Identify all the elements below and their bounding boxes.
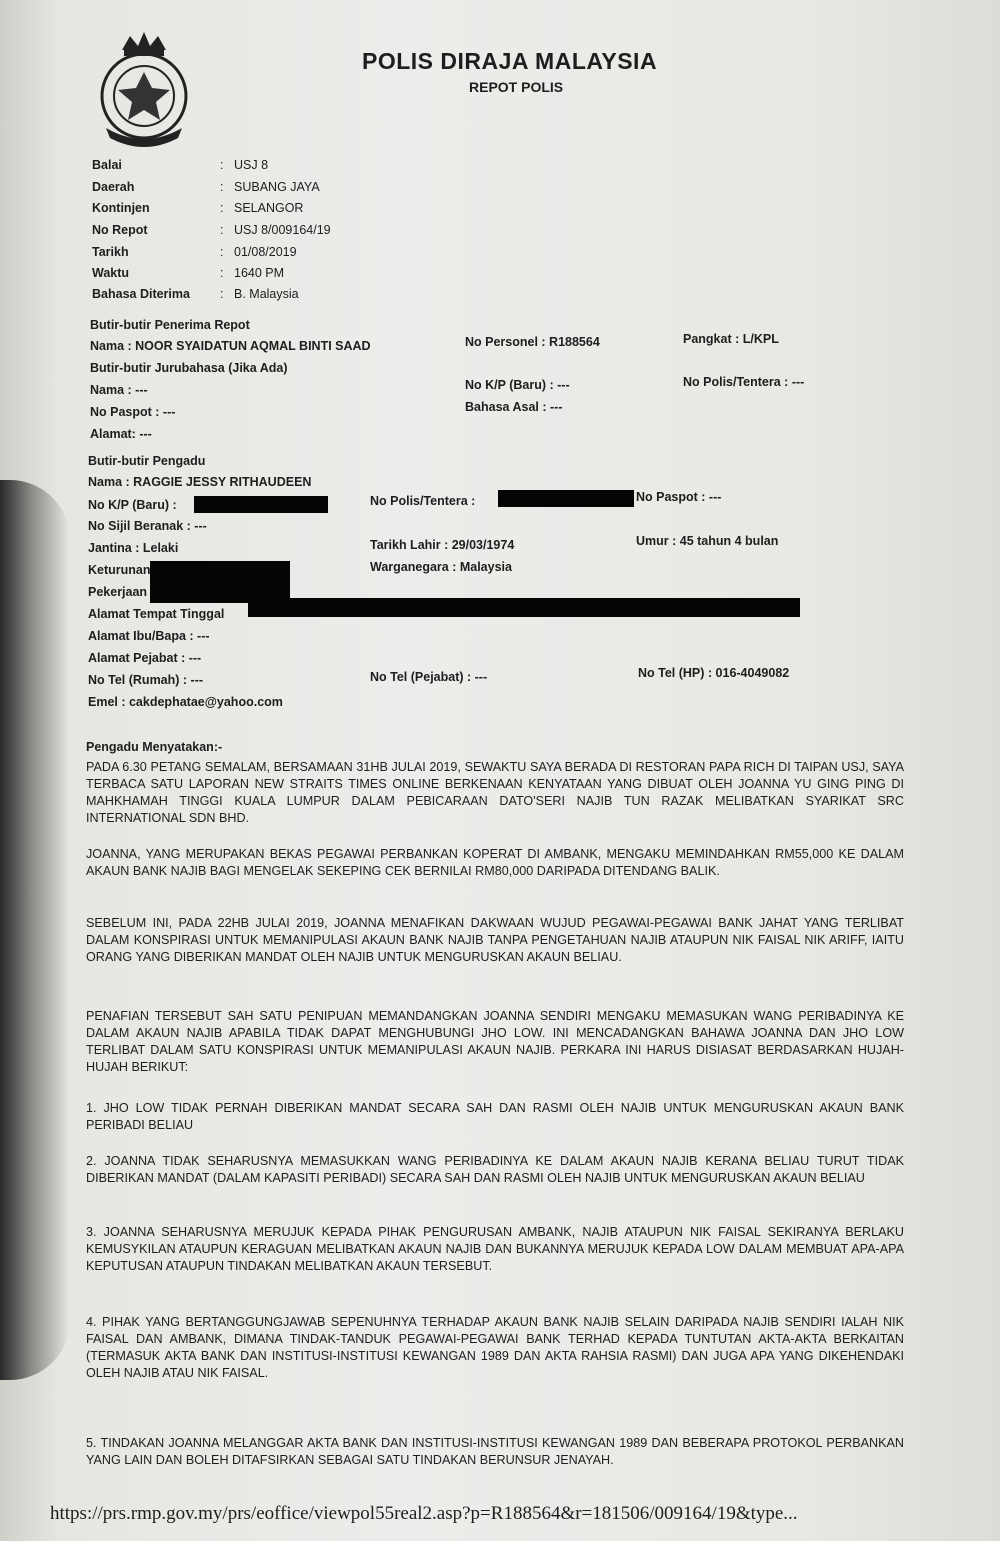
redaction-bar bbox=[498, 490, 634, 507]
complainant-name: Nama : RAGGIE JESSY RITHAUDEEN bbox=[88, 475, 312, 489]
statement-paragraph: PENAFIAN TERSEBUT SAH SATU PENIPUAN MEMANDANGKAN JOANNA SENDIRI MENGAKU MEMASUKAN WANG PERIBADINYA KE DALAM AKAUN NAJIB APABILA TIDAK DAPAT MENGHUBUNGI JHO LOW. INI MENCADANGKAN BAHAWA JOANNA DAN JHO LOW TERLIBAT DALAM SATU KONSPIRASI UNTUK MEMANIPULASI AKAUN NAJIB. PERKARA INI HARUS DISIASAT BERDASARKAN HUJAH-HUJAH BERIKUT: bbox=[86, 1009, 904, 1074]
page-subtitle: REPOT POLIS bbox=[469, 79, 564, 95]
interpreter-passport: No Paspot : --- bbox=[90, 405, 176, 419]
meta-label: Balai bbox=[92, 158, 122, 172]
complainant-occupation-label: Pekerjaan bbox=[88, 585, 148, 599]
statement-paragraph: PADA 6.30 PETANG SEMALAM, BERSAMAAN 31HB JULAI 2019, SEWAKTU SAYA BERADA DI RESTORAN PAPA RICH DI TAIPAN USJ, SAYA TERBACA SATU LAPORAN NEW STRAITS TIMES ONLINE BERKENAAN KENYATAAN YANG DIBUAT OLEH JOANNA YU GING PING DI MAHKHAMAH TINGGI KUALA LUMPUR DALAM PEBICARAAN DATO'SERI NAJIB TUN RAZAK MELIBATKAN SYARIKAT SRC INTERNATIONAL SDN BHD. bbox=[86, 760, 904, 825]
complainant-police-no-label: No Polis/Tentera : bbox=[370, 494, 476, 508]
statement-paragraph: 2. JOANNA TIDAK SEHARUSNYA MEMASUKKAN WANG PERIBADINYA KE DALAM AKAUN NAJIB KERANA BELIAU TURUT TIDAK DIBERIKAN MANDAT (DALAM KAPASITI PERIBADI) SECARA SAH DAN RASMI OLEH NAJIB UNTUK MENGURUSKAN AKAUN BELIAU bbox=[86, 1154, 904, 1185]
meta-value: USJ 8 bbox=[234, 158, 269, 172]
interpreter-name: Nama : --- bbox=[90, 383, 148, 397]
interpreter-address: Alamat: --- bbox=[90, 427, 152, 441]
meta-value: B. Malaysia bbox=[234, 287, 299, 301]
footer-url: https://prs.rmp.gov.my/prs/eoffice/viewpol55real2.asp?p=R188564&r=181506/009164/19&type... bbox=[50, 1503, 798, 1524]
meta-colon: : bbox=[220, 245, 224, 259]
statement-paragraph: 5. TINDAKAN JOANNA MELANGGAR AKTA BANK DAN INSTITUSI-INSTITUSI KEWANGAN 1989 DAN BEBERAPA PROTOKOL PERBANKAN YANG LAIN DAN BOLEH DITAFSIRKAN SEBAGAI SATU TINDAKAN BERUNSUR JENAYAH. bbox=[86, 1436, 904, 1467]
meta-label: Waktu bbox=[92, 266, 130, 280]
meta-label: No Repot bbox=[92, 223, 148, 237]
complainant-birth-cert: No Sijil Beranak : --- bbox=[88, 519, 207, 533]
complainant-tel-home: No Tel (Rumah) : --- bbox=[88, 673, 204, 687]
meta-label: Daerah bbox=[92, 180, 135, 194]
meta-colon: : bbox=[220, 201, 224, 215]
statement-paragraph: 3. JOANNA SEHARUSNYA MERUJUK KEPADA PIHAK PENGURUSAN AMBANK, NAJIB ATAUPUN NIK FAISAL SEKIRANYA BERLAKU KEMUSYKILAN ATAUPUN KERAGUAN MELIBATKAN AKAUN NAJIB DAN BUKANNYA MERUJUK KEPADA LOW DALAM MEMBUAT APA-APA KEPUTUSAN ATAUPUN TINDAKAN MELIBATKAN AKAUN TERSEBUT. bbox=[86, 1225, 904, 1273]
receiver-name: Nama : NOOR SYAIDATUN AQMAL BINTI SAAD bbox=[90, 339, 371, 353]
complainant-tel-office: No Tel (Pejabat) : --- bbox=[370, 670, 488, 684]
statement-paragraph: SEBELUM INI, PADA 22HB JULAI 2019, JOANNA MENAFIKAN DAKWAAN WUJUD PEGAWAI-PEGAWAI BANK JAHAT YANG TERLIBAT DALAM KONSPIRASI UNTUK MEMANIPULASI AKAUN BANK NAJIB TANPA PENGETAHUAN NAJIB ATAUPUN NIK FAISAL NIK ARIFF, IAITU ORANG YANG DIBERIKAN MANDAT OLEH NAJIB UNTUK MENGURUSKAN AKAUN BELIAU. bbox=[86, 916, 904, 964]
complainant-age: Umur : 45 tahun 4 bulan bbox=[636, 534, 779, 548]
photo-shadow bbox=[0, 480, 70, 1380]
complainant-citizenship: Warganegara : Malaysia bbox=[370, 560, 512, 574]
meta-colon: : bbox=[220, 158, 224, 172]
complainant-office-address: Alamat Pejabat : --- bbox=[88, 651, 202, 665]
complainant-dob: Tarikh Lahir : 29/03/1974 bbox=[370, 538, 515, 552]
redaction-bar bbox=[248, 598, 800, 617]
interpreter-ic: No K/P (Baru) : --- bbox=[465, 378, 570, 392]
complainant-gender: Jantina : Lelaki bbox=[88, 541, 179, 555]
interpreter-section-heading: Butir-butir Jurubahasa (Jika Ada) bbox=[90, 361, 288, 375]
complainant-email: Emel : cakdephatae@yahoo.com bbox=[88, 695, 283, 709]
meta-label: Tarikh bbox=[92, 245, 129, 259]
complainant-section-heading: Butir-butir Pengadu bbox=[88, 454, 206, 468]
receiver-rank: Pangkat : L/KPL bbox=[683, 332, 779, 346]
statement-heading: Pengadu Menyatakan:- bbox=[86, 740, 223, 754]
interpreter-language: Bahasa Asal : --- bbox=[465, 400, 563, 414]
statement-paragraph: 4. PIHAK YANG BERTANGGUNGJAWAB SEPENUHNYA TERHADAP AKAUN BANK NAJIB SELAIN DARIPADA NAJIB SENDIRI IALAH NIK FAISAL DAN AMBANK, DIMANA TINDAK-TANDUK PEGAWAI-PEGAWAI BANK TERHAD KEPADA TUNTUTAN AKTA-AKTA BERKAITAN (TERMASUK AKTA BANK DAN INSTITUSI-INSTITUSI KEWANGAN 1989 DAN AKTA RAHSIA RASMI) DAN JUGA APA YANG DIKEHENDAKI OLEH NAJIB ATAU NIK FAISAL. bbox=[86, 1315, 904, 1380]
meta-colon: : bbox=[220, 287, 224, 301]
meta-label: Bahasa Diterima bbox=[92, 287, 190, 301]
meta-value: USJ 8/009164/19 bbox=[234, 223, 331, 237]
meta-value: SELANGOR bbox=[234, 201, 304, 215]
meta-colon: : bbox=[220, 180, 224, 194]
redaction-bar bbox=[150, 561, 290, 603]
statement-paragraph: 1. JHO LOW TIDAK PERNAH DIBERIKAN MANDAT SECARA SAH DAN RASMI OLEH NAJIB UNTUK MENGURUSKAN AKAUN BANK PERIBADI BELIAU bbox=[86, 1101, 904, 1132]
complainant-ic-label: No K/P (Baru) : bbox=[88, 498, 177, 512]
meta-value: SUBANG JAYA bbox=[234, 180, 320, 194]
complainant-home-address-label: Alamat Tempat Tinggal bbox=[88, 607, 225, 621]
meta-colon: : bbox=[220, 223, 224, 237]
complainant-parent-address: Alamat Ibu/Bapa : --- bbox=[88, 629, 210, 643]
police-crest-icon bbox=[84, 28, 204, 148]
receiver-section-heading: Butir-butir Penerima Repot bbox=[90, 318, 250, 332]
meta-value: 1640 PM bbox=[234, 266, 285, 280]
meta-colon: : bbox=[220, 266, 224, 280]
redaction-bar bbox=[194, 496, 328, 513]
interpreter-police-no: No Polis/Tentera : --- bbox=[683, 375, 805, 389]
complainant-passport: No Paspot : --- bbox=[636, 490, 722, 504]
statement-paragraph: JOANNA, YANG MERUPAKAN BEKAS PEGAWAI PERBANKAN KOPERAT DI AMBANK, MENGAKU MEMINDAHKAN RM55,000 KE DALAM AKAUN BANK NAJIB BAGI MENGELAK SEKEPING CEK BERNILAI RM80,000 DARIPADA DITENDANG BALIK. bbox=[86, 847, 904, 878]
complainant-race-label: Keturunan bbox=[88, 563, 151, 577]
page-title: POLIS DIRAJA MALAYSIA bbox=[362, 48, 658, 74]
receiver-personnel-no: No Personel : R188564 bbox=[465, 335, 600, 349]
complainant-tel-hp: No Tel (HP) : 016-4049082 bbox=[638, 666, 790, 680]
meta-value: 01/08/2019 bbox=[234, 245, 297, 259]
meta-label: Kontinjen bbox=[92, 201, 150, 215]
